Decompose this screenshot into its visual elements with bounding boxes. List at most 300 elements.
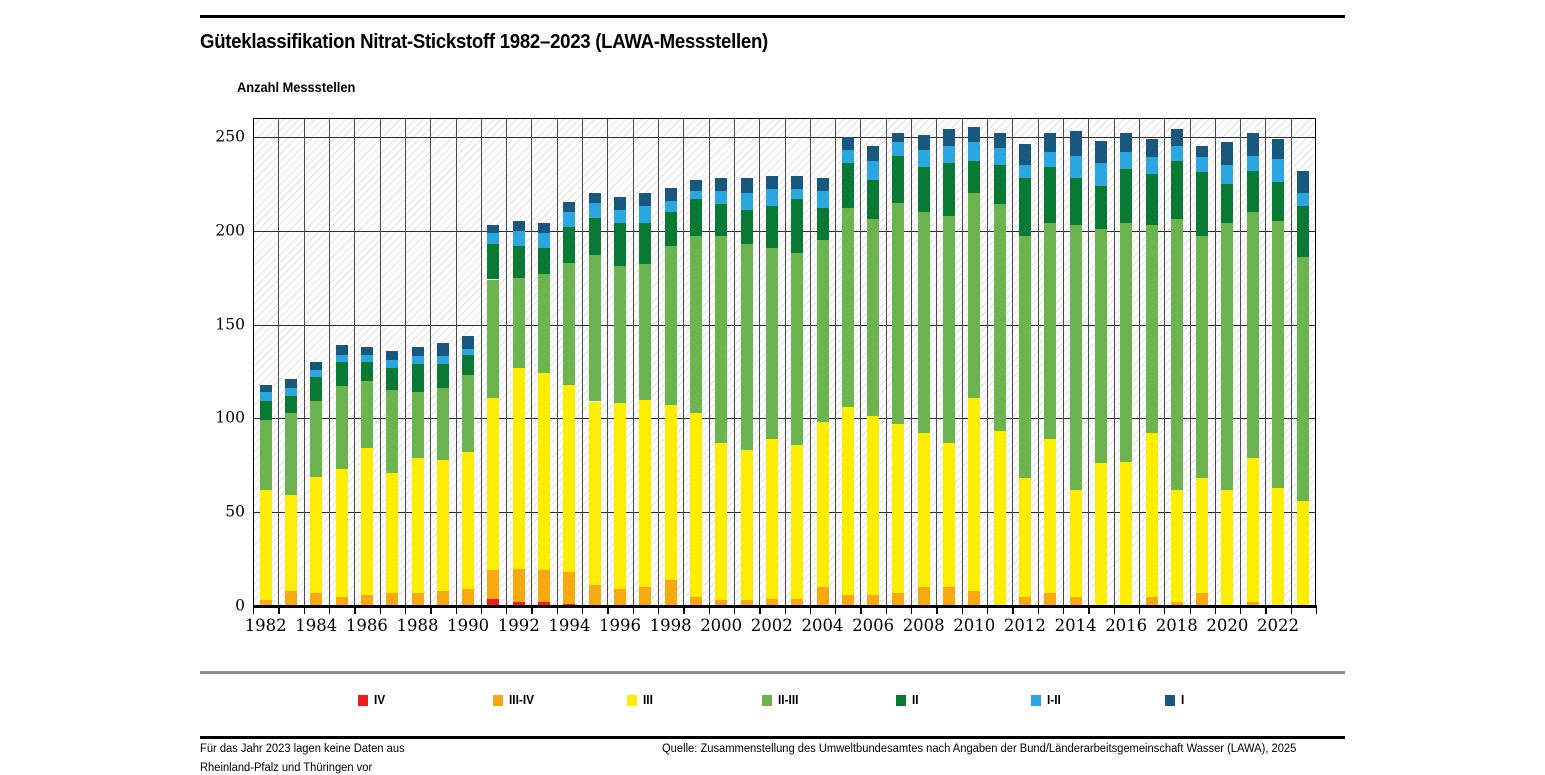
bar-segment-1984-II-III xyxy=(310,401,322,476)
x-tick xyxy=(1240,608,1241,614)
x-tick xyxy=(1139,608,1140,614)
gridline-v xyxy=(1012,118,1013,606)
x-tick-label-2018: 2018 xyxy=(1155,616,1198,635)
bar-segment-2006-I xyxy=(867,146,879,161)
bar-segment-1998-II xyxy=(665,212,677,246)
bar-segment-1997-I xyxy=(639,193,651,206)
x-tick xyxy=(329,608,330,614)
gridline-v xyxy=(886,118,887,606)
gridline-v xyxy=(506,118,507,606)
bar-segment-2011-I-II xyxy=(994,148,1006,165)
gridline-v xyxy=(557,118,558,606)
x-tick-label-1990: 1990 xyxy=(447,616,490,635)
y-tick-label-100: 100 xyxy=(215,408,245,427)
gridline-v xyxy=(683,118,684,606)
bar-segment-1992-I xyxy=(513,221,525,230)
bar-segment-2011-II xyxy=(994,165,1006,204)
bar-segment-2016-II xyxy=(1120,169,1132,223)
x-tick xyxy=(658,608,659,614)
bar-segment-1990-I-II xyxy=(462,349,474,355)
bar-segment-2020-III xyxy=(1221,490,1233,606)
legend-swatch-IV xyxy=(358,695,368,706)
bar-segment-1984-I-II xyxy=(310,370,322,378)
bar-segment-2010-I-II xyxy=(968,142,980,161)
legend-swatch-I xyxy=(1165,695,1175,706)
bar-segment-1988-I xyxy=(412,347,424,356)
legend xyxy=(0,692,1545,712)
x-tick-label-2004: 2004 xyxy=(801,616,844,635)
gridline-v xyxy=(1240,118,1241,606)
bar-segment-1988-II-III xyxy=(412,392,424,458)
x-tick xyxy=(1088,608,1089,614)
bar-segment-1993-I xyxy=(538,223,550,232)
legend-label-I-II: I-II xyxy=(1046,693,1061,707)
bar-segment-2017-II-III xyxy=(1146,225,1158,433)
bar-segment-2004-III-IV xyxy=(817,587,829,606)
bar-segment-1999-II xyxy=(690,199,702,237)
bar-segment-1990-I xyxy=(462,336,474,349)
x-tick xyxy=(1114,608,1115,614)
bar-segment-2003-II xyxy=(791,199,803,253)
bar-segment-2009-III-IV xyxy=(943,587,955,606)
bar-segment-1992-II xyxy=(513,246,525,278)
bar-segment-1989-II-III xyxy=(437,388,449,459)
x-tick xyxy=(962,608,963,614)
bar-segment-1985-I-II xyxy=(336,355,348,363)
bar-segment-2021-I-II xyxy=(1247,156,1259,171)
bar-segment-1989-II xyxy=(437,364,449,388)
bar-segment-2001-II xyxy=(741,210,753,244)
bar-segment-2009-II-III xyxy=(943,216,955,443)
bar-segment-1996-I-II xyxy=(614,210,626,223)
x-tick-label-2012: 2012 xyxy=(1003,616,1046,635)
x-tick-label-2008: 2008 xyxy=(902,616,945,635)
gridline-v xyxy=(582,118,583,606)
bar-segment-2009-I xyxy=(943,129,955,146)
bar-segment-2020-II xyxy=(1221,184,1233,223)
x-tick xyxy=(810,608,811,614)
bar-segment-2013-I xyxy=(1044,133,1056,152)
x-tick-label-1992: 1992 xyxy=(497,616,540,635)
legend-swatch-II xyxy=(896,695,906,706)
x-tick xyxy=(785,608,786,614)
gridline-v xyxy=(329,118,330,606)
gridline-v xyxy=(962,118,963,606)
x-tick xyxy=(278,608,279,614)
bar-segment-1990-II-III xyxy=(462,375,474,452)
bar-segment-2005-II xyxy=(842,163,854,208)
gridline-v xyxy=(531,118,532,606)
bar-segment-2018-II-III xyxy=(1171,219,1183,489)
gridline-v xyxy=(658,118,659,606)
legend-label-I: I xyxy=(1181,693,1185,707)
bar-segment-2007-III xyxy=(892,424,904,593)
x-tick xyxy=(987,608,988,614)
bar-segment-2016-III xyxy=(1120,462,1132,607)
bar-segment-1997-II-III xyxy=(639,264,651,399)
bar-segment-1996-III xyxy=(614,403,626,589)
x-tick xyxy=(607,608,608,614)
x-tick-label-1988: 1988 xyxy=(396,616,439,635)
bar-segment-2016-II-III xyxy=(1120,223,1132,461)
x-tick xyxy=(911,608,912,614)
bar-segment-1987-I xyxy=(386,351,398,360)
bar-segment-2002-II xyxy=(766,206,778,247)
bar-segment-1988-III xyxy=(412,458,424,593)
bar-segment-1998-III-IV xyxy=(665,580,677,606)
bar-segment-1995-II-III xyxy=(589,255,601,401)
bar-segment-1983-I-II xyxy=(285,388,297,396)
bar-segment-2014-III xyxy=(1070,490,1082,597)
bar-segment-2018-III xyxy=(1171,490,1183,603)
gridline-v xyxy=(1215,118,1216,606)
bar-segment-1995-III xyxy=(589,402,601,586)
gridline-v xyxy=(759,118,760,606)
bar-segment-1982-III xyxy=(260,490,272,601)
bar-segment-2018-I-II xyxy=(1171,146,1183,161)
x-tick xyxy=(531,608,532,614)
bar-segment-2007-II xyxy=(892,156,904,203)
bar-segment-1982-II-III xyxy=(260,420,272,489)
bar-segment-2022-III xyxy=(1272,488,1284,606)
bar-segment-1982-I-II xyxy=(260,392,272,401)
bar-segment-1989-III xyxy=(437,460,449,591)
bar-segment-1983-III xyxy=(285,495,297,591)
bar-segment-2012-II xyxy=(1019,178,1031,236)
bar-segment-2019-III xyxy=(1196,478,1208,593)
bar-segment-1996-I xyxy=(614,197,626,210)
x-tick xyxy=(1215,608,1216,614)
bar-segment-1984-II xyxy=(310,377,322,401)
bar-segment-1997-II xyxy=(639,223,651,264)
x-tick-label-2014: 2014 xyxy=(1054,616,1097,635)
bar-segment-1993-II xyxy=(538,248,550,274)
bar-segment-2017-II xyxy=(1146,174,1158,225)
x-tick xyxy=(936,608,937,614)
bar-segment-2019-II xyxy=(1196,172,1208,236)
bar-segment-2000-II-III xyxy=(715,236,727,443)
x-tick xyxy=(304,608,305,614)
bar-segment-1991-I xyxy=(487,225,499,233)
bar-segment-1996-II-III xyxy=(614,266,626,403)
bar-segment-2000-III xyxy=(715,443,727,601)
bar-segment-2004-II-III xyxy=(817,240,829,422)
bar-segment-2006-II-III xyxy=(867,219,879,416)
x-tick xyxy=(1265,608,1266,614)
bar-segment-2007-I-II xyxy=(892,142,904,155)
bar-segment-1993-II-III xyxy=(538,274,550,374)
legend-label-II-III: II-III xyxy=(777,693,798,707)
bar-segment-2006-III xyxy=(867,416,879,594)
gridline-v xyxy=(1164,118,1165,606)
bar-segment-2015-II xyxy=(1095,186,1107,229)
gridline-v xyxy=(278,118,279,606)
gridline-v xyxy=(911,118,912,606)
bar-segment-2015-III xyxy=(1095,463,1107,606)
legend-item-IV xyxy=(358,692,386,708)
bar-segment-2005-III xyxy=(842,407,854,595)
bar-segment-1988-II xyxy=(412,364,424,392)
bar-segment-1997-I-II xyxy=(639,206,651,223)
x-tick-label-1998: 1998 xyxy=(649,616,692,635)
x-tick xyxy=(1291,608,1292,614)
bar-segment-2013-III xyxy=(1044,439,1056,593)
y-tick-label-50: 50 xyxy=(225,502,245,521)
bar-segment-2018-I xyxy=(1171,129,1183,146)
bar-segment-1992-II-III xyxy=(513,278,525,368)
x-tick-label-2022: 2022 xyxy=(1257,616,1299,635)
x-tick-label-2016: 2016 xyxy=(1105,616,1148,635)
bar-segment-1998-II-III xyxy=(665,246,677,406)
gridline-v xyxy=(354,118,355,606)
bar-segment-1992-III-IV xyxy=(513,568,525,602)
bar-segment-1991-II-III xyxy=(487,280,499,398)
bar-segment-2017-I xyxy=(1146,139,1158,158)
x-tick-label-2002: 2002 xyxy=(750,616,793,635)
bar-segment-2013-II xyxy=(1044,167,1056,223)
bar-segment-2003-III xyxy=(791,445,803,599)
x-tick xyxy=(1316,608,1317,614)
bar-segment-1995-I-II xyxy=(589,203,601,218)
x-tick xyxy=(759,608,760,614)
bar-segment-2013-II-III xyxy=(1044,223,1056,439)
bar-segment-1987-II-III xyxy=(386,390,398,473)
bar-segment-2001-I-II xyxy=(741,193,753,210)
bar-segment-1991-III-IV xyxy=(487,570,499,598)
bar-segment-2000-I-II xyxy=(715,191,727,204)
bar-segment-1995-II xyxy=(589,218,601,256)
bar-segment-2012-I-II xyxy=(1019,165,1031,178)
bar-segment-1989-I xyxy=(437,343,449,356)
gridline-v xyxy=(456,118,457,606)
bar-segment-2021-III xyxy=(1247,458,1259,603)
gridline-v xyxy=(987,118,988,606)
legend-label-III-IV: III-IV xyxy=(508,693,534,707)
bar-segment-2013-I-II xyxy=(1044,152,1056,167)
bar-segment-2021-I xyxy=(1247,133,1259,156)
x-tick xyxy=(456,608,457,614)
bar-segment-1998-I xyxy=(665,188,677,201)
bar-segment-2015-I-II xyxy=(1095,163,1107,186)
x-tick xyxy=(405,608,406,614)
bar-segment-1991-II xyxy=(487,244,499,280)
bar-segment-2004-I-II xyxy=(817,191,829,208)
gridline-v xyxy=(1139,118,1140,606)
x-tick-label-2006: 2006 xyxy=(852,616,895,635)
legend-item-I-II xyxy=(1031,692,1062,708)
bar-segment-1993-III-IV xyxy=(538,570,550,602)
x-tick xyxy=(1012,608,1013,614)
bar-segment-1997-III xyxy=(639,400,651,588)
bar-segment-2008-III-IV xyxy=(918,587,930,606)
x-tick xyxy=(253,608,254,614)
bar-segment-2009-I-II xyxy=(943,146,955,163)
bar-segment-1986-II-III xyxy=(361,381,373,449)
gridline-v xyxy=(405,118,406,606)
footnote-line-1: Für das Jahr 2023 lagen keine Daten aus xyxy=(200,743,405,755)
bar-segment-1999-III xyxy=(690,413,702,597)
bar-segment-2022-II-III xyxy=(1272,221,1284,488)
x-tick xyxy=(683,608,684,614)
bar-segment-1994-III xyxy=(563,385,575,573)
bar-segment-2006-I-II xyxy=(867,161,879,180)
bar-segment-2009-II xyxy=(943,163,955,216)
bar-segment-2017-I-II xyxy=(1146,157,1158,174)
legend-label-III: III xyxy=(643,693,653,707)
gridline-v xyxy=(734,118,735,606)
bar-segment-1999-I xyxy=(690,180,702,191)
bar-segment-2017-III xyxy=(1146,433,1158,596)
legend-swatch-I-II xyxy=(1031,695,1041,706)
bar-segment-1994-III-IV xyxy=(563,572,575,604)
bar-segment-1985-I xyxy=(336,345,348,354)
x-tick xyxy=(860,608,861,614)
bar-segment-2007-II-III xyxy=(892,202,904,424)
bar-segment-2018-II xyxy=(1171,161,1183,219)
bar-segment-2022-I-II xyxy=(1272,159,1284,182)
bar-segment-1983-II-III xyxy=(285,413,297,496)
bar-segment-2011-III xyxy=(994,431,1006,606)
x-tick xyxy=(709,608,710,614)
x-tick-label-1994: 1994 xyxy=(548,616,591,635)
bar-segment-1994-II xyxy=(563,227,575,263)
gridline-v xyxy=(1063,118,1064,606)
bar-segment-1994-I-II xyxy=(563,212,575,227)
bar-segment-2012-III xyxy=(1019,478,1031,596)
x-tick-label-1996: 1996 xyxy=(599,616,641,635)
bar-segment-2008-I xyxy=(918,135,930,150)
bar-segment-2012-I xyxy=(1019,144,1031,165)
bar-segment-2005-I-II xyxy=(842,150,854,163)
bar-segment-2004-III xyxy=(817,422,829,587)
bar-segment-1990-III xyxy=(462,452,474,589)
x-tick xyxy=(582,608,583,614)
bar-segment-2002-I-II xyxy=(766,189,778,206)
bar-segment-1983-II xyxy=(285,396,297,413)
bar-segment-2023-I-II xyxy=(1297,193,1309,206)
bar-segment-1984-III xyxy=(310,477,322,593)
gridline-v xyxy=(1114,118,1115,606)
bar-segment-1998-III xyxy=(665,405,677,580)
bar-segment-1995-I xyxy=(589,193,601,202)
bar-segment-1985-II-III xyxy=(336,386,348,469)
bar-segment-2002-II-III xyxy=(766,248,778,439)
bar-segment-2004-II xyxy=(817,208,829,240)
bar-segment-1995-III-IV xyxy=(589,585,601,606)
gridline-v xyxy=(607,118,608,606)
bar-segment-2005-II-III xyxy=(842,208,854,407)
bar-segment-2010-II-III xyxy=(968,193,980,398)
x-tick xyxy=(380,608,381,614)
bar-segment-1991-III xyxy=(487,398,499,571)
bar-segment-1989-I-II xyxy=(437,356,449,364)
bar-segment-1982-II xyxy=(260,401,272,420)
bar-segment-2003-I-II xyxy=(791,189,803,198)
bar-segment-2001-III xyxy=(741,450,753,600)
bar-segment-2021-II xyxy=(1247,171,1259,212)
bar-segment-2000-I xyxy=(715,178,727,191)
gridline-v xyxy=(835,118,836,606)
bar-segment-2010-III xyxy=(968,398,980,591)
x-tick xyxy=(1190,608,1191,614)
bar-segment-2016-I xyxy=(1120,133,1132,152)
bar-segment-1993-III xyxy=(538,373,550,570)
bar-segment-2020-I xyxy=(1221,142,1233,165)
legend-label-IV: IV xyxy=(374,693,386,707)
bar-segment-1987-III xyxy=(386,473,398,593)
legend-swatch-II-III xyxy=(762,695,772,706)
gridline-v xyxy=(810,118,811,606)
bar-segment-1990-III-IV xyxy=(462,589,474,606)
y-tick-label-150: 150 xyxy=(215,315,245,334)
legend-item-III-IV xyxy=(493,692,535,708)
x-tick xyxy=(1038,608,1039,614)
x-tick-label-2010: 2010 xyxy=(953,616,996,635)
bar-segment-1986-I-II xyxy=(361,355,373,363)
bar-segment-2003-I xyxy=(791,176,803,189)
x-tick xyxy=(734,608,735,614)
gridline-v xyxy=(936,118,937,606)
gridline-v xyxy=(1291,118,1292,606)
bar-segment-2020-II-III xyxy=(1221,223,1233,490)
bar-segment-2001-II-III xyxy=(741,244,753,451)
x-tick xyxy=(506,608,507,614)
bar-segment-2008-III xyxy=(918,433,930,587)
bar-segment-2016-I-II xyxy=(1120,152,1132,169)
legend-item-II-III xyxy=(762,692,800,708)
source-note: Quelle: Zusammenstellung des Umweltbundesamtes nach Angaben der Bund/Länderarbeitsgemeinschaft Wasser (LAWA), 2025 xyxy=(662,743,1297,755)
bar-segment-1985-II xyxy=(336,362,348,386)
bar-segment-1986-III xyxy=(361,448,373,594)
gridline-v xyxy=(481,118,482,606)
bar-segment-1992-III xyxy=(513,368,525,569)
bar-segment-2019-I xyxy=(1196,146,1208,157)
legend-label-II: II xyxy=(912,693,919,707)
bar-segment-2006-II xyxy=(867,180,879,219)
bar-segment-1987-I-II xyxy=(386,360,398,368)
bar-segment-2014-I-II xyxy=(1070,156,1082,179)
bar-segment-1997-III-IV xyxy=(639,587,651,606)
bar-segment-2008-I-II xyxy=(918,150,930,167)
bar-segment-2009-III xyxy=(943,443,955,588)
x-tick-label-1984: 1984 xyxy=(295,616,338,635)
x-tick-label-1982: 1982 xyxy=(244,616,287,635)
footer-rule xyxy=(200,736,1345,739)
top-rule xyxy=(200,15,1345,18)
y-tick-label-250: 250 xyxy=(215,127,245,146)
gridline-v xyxy=(633,118,634,606)
bar-segment-2015-I xyxy=(1095,141,1107,164)
bar-segment-2005-I xyxy=(842,137,854,150)
bar-segment-2001-I xyxy=(741,178,753,193)
bar-segment-1996-III-IV xyxy=(614,589,626,606)
legend-item-III xyxy=(627,692,653,708)
x-tick xyxy=(886,608,887,614)
bar-segment-2002-I xyxy=(766,176,778,189)
legend-top-rule xyxy=(200,671,1345,674)
x-tick xyxy=(354,608,355,614)
bar-segment-2021-II-III xyxy=(1247,212,1259,458)
legend-swatch-III-IV xyxy=(493,695,503,706)
bar-segment-2015-II-III xyxy=(1095,229,1107,464)
bar-segment-2019-II-III xyxy=(1196,236,1208,478)
bar-segment-1985-III xyxy=(336,469,348,597)
x-tick-label-2000: 2000 xyxy=(700,616,743,635)
bar-segment-1999-I-II xyxy=(690,191,702,199)
gridline-v xyxy=(709,118,710,606)
chart-title: Güteklassifikation Nitrat-Stickstoff 1982–2023 (LAWA-Messstellen) xyxy=(200,31,768,53)
bar-segment-2010-II xyxy=(968,161,980,193)
